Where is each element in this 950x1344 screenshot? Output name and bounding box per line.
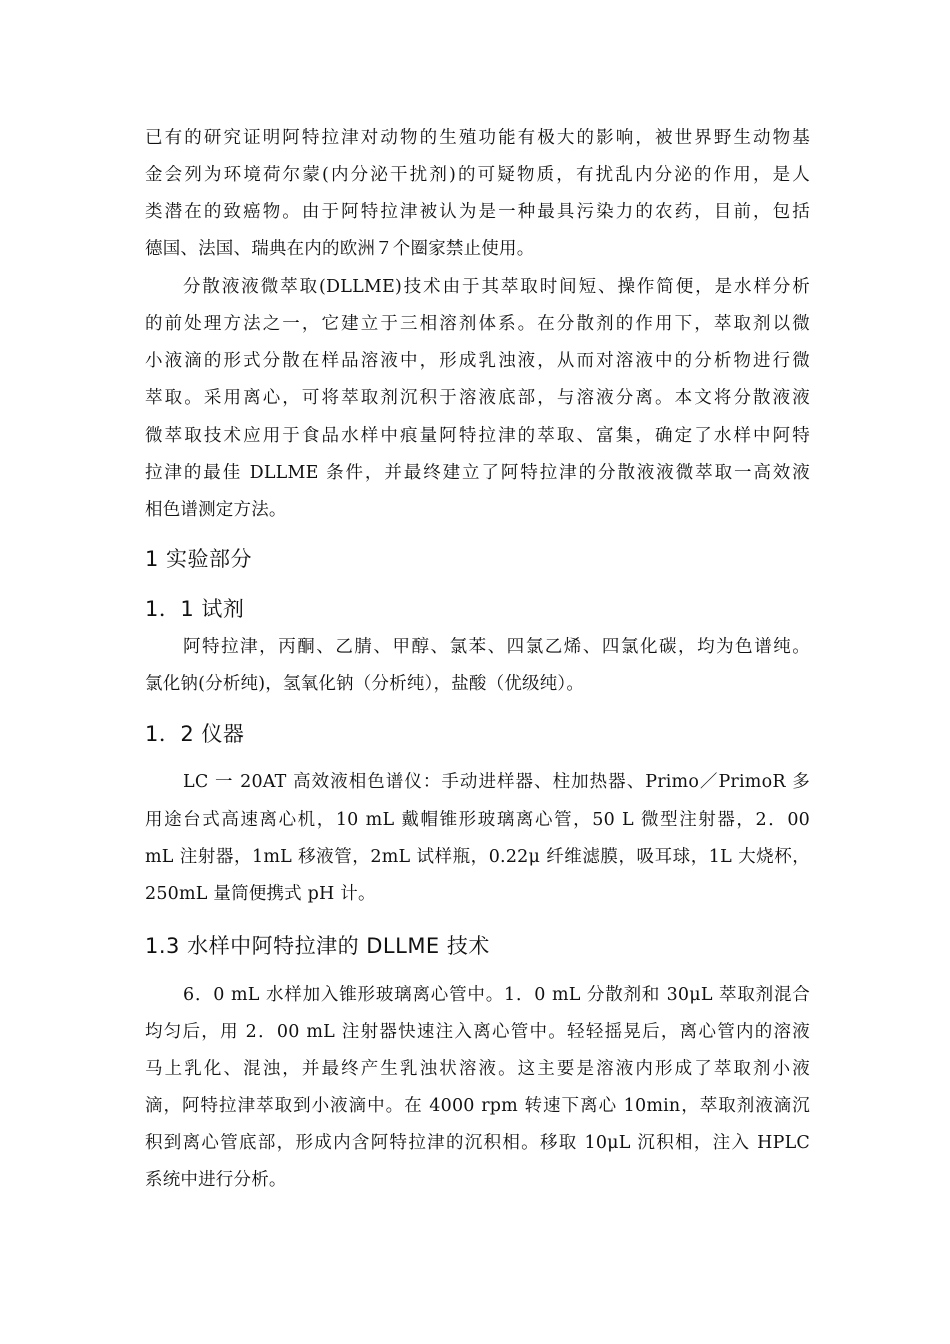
paragraph-line: 250mL 量筒便携式 pH 计。 <box>145 884 376 904</box>
paragraph-line: 均匀后，用 2．00 mL 注射器快速注入离心管中。轻轻摇晃后，离心管内的溶液 <box>145 1022 810 1042</box>
paragraph-line: 金会列为环境荷尔蒙(内分泌干扰剂)的可疑物质，有扰乱内分泌的作用，是人 <box>145 165 810 185</box>
subsection-heading: 1.3 水样中阿特拉津的 DLLME 技术 <box>145 934 490 958</box>
paragraph-line: 马上乳化、混浊，并最终产生乳浊状溶液。这主要是溶液内形成了萃取剂小液 <box>145 1059 810 1079</box>
paragraph-line: 拉津的最佳 DLLME 条件，并最终建立了阿特拉津的分散液液微萃取一高效液 <box>145 463 810 483</box>
paragraph-line: 积到离心管底部，形成内含阿特拉津的沉积相。移取 10μL 沉积相，注入 HPLC <box>145 1133 810 1153</box>
paragraph-line: 阿特拉津，丙酮、乙腈、甲醇、氯苯、四氯乙烯、四氯化碳，均为色谱纯。 <box>183 637 810 657</box>
subsection-heading: 1．2 仪器 <box>145 722 245 746</box>
paragraph-line: 已有的研究证明阿特拉津对动物的生殖功能有极大的影响，被世界野生动物基 <box>145 128 810 148</box>
paragraph-line: 滴，阿特拉津萃取到小液滴中。在 4000 rpm 转速下离心 10min，萃取剂液滴沉 <box>145 1096 810 1116</box>
paragraph-line: 小液滴的形式分散在样品溶液中，形成乳浊液，从而对溶液中的分析物进行微 <box>145 351 810 371</box>
paragraph-line: 类潜在的致癌物。由于阿特拉津被认为是一种最具污染力的农药，目前，包括 <box>145 202 810 222</box>
paragraph-line: LC 一 20AT 高效液相色谱仪：手动进样器、柱加热器、Primo／PrimoR 多 <box>183 772 810 792</box>
paragraph-line: 分散液液微萃取(DLLME)技术由于其萃取时间短、操作简便，是水样分析 <box>183 277 810 297</box>
paragraph-line: 微萃取技术应用于食品水样中痕量阿特拉津的萃取、富集，确定了水样中阿特 <box>145 426 810 446</box>
paragraph-line: 用途台式高速离心机，10 mL 戴帽锥形玻璃离心管，50 L 微型注射器，2．00 <box>145 810 810 830</box>
paragraph-line: 6．0 mL 水样加入锥形玻璃离心管中。1．0 mL 分散剂和 30μL 萃取剂混合 <box>183 985 810 1005</box>
paragraph-line: 萃取。采用离心，可将萃取剂沉积于溶液底部，与溶液分离。本文将分散液液 <box>145 388 810 408</box>
paragraph-line: 相色谱测定方法。 <box>145 500 287 520</box>
paragraph-line: mL 注射器，1mL 移液管，2mL 试样瓶，0.22μ 纤维滤膜，吸耳球，1L 大烧杯， <box>145 847 810 867</box>
paragraph-line: 的前处理方法之一，它建立于三相溶剂体系。在分散剂的作用下，萃取剂以微 <box>145 314 810 334</box>
section-heading: 1 实验部分 <box>145 547 253 571</box>
paragraph-line: 系统中进行分析。 <box>145 1170 287 1190</box>
paragraph-line: 德国、法国、瑞典在内的欧洲７个圈家禁止使用。 <box>145 239 535 259</box>
paragraph-line: 氯化钠(分析纯)，氢氧化钠（分析纯），盐酸（优级纯）。 <box>145 674 585 694</box>
subsection-heading: 1．1 试剂 <box>145 597 245 621</box>
